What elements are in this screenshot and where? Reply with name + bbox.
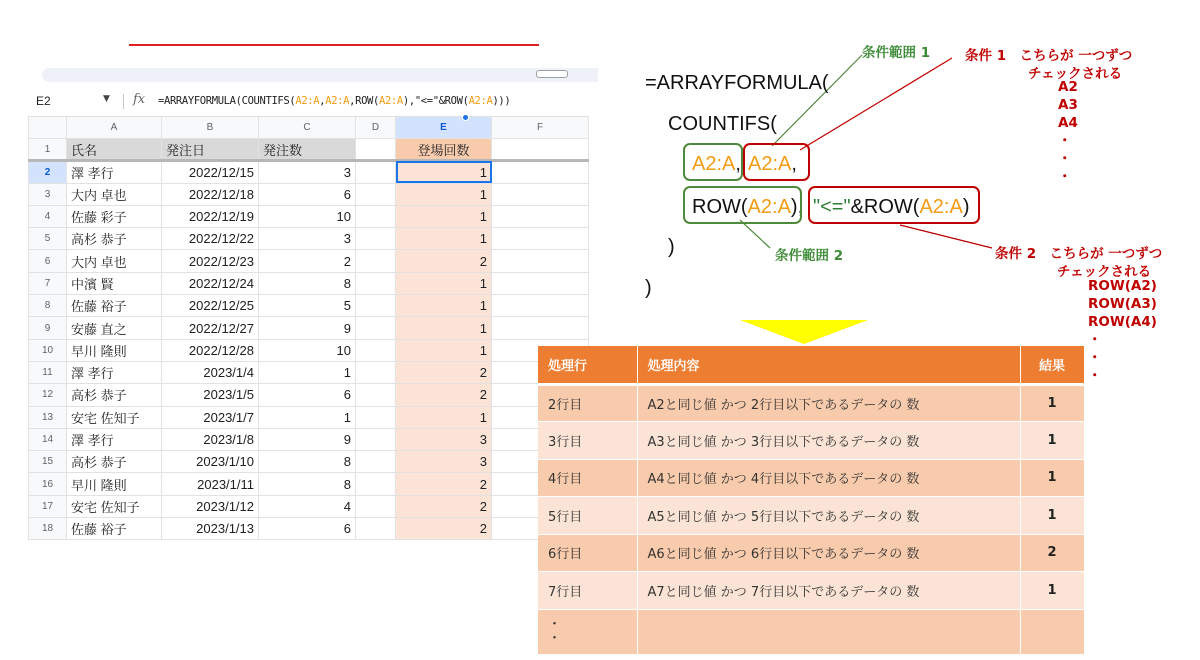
table-row — [538, 459, 1084, 497]
row-header[interactable]: 15 — [29, 451, 67, 473]
formula-token: , — [319, 95, 326, 107]
cell-name[interactable]: 大内 卓也 — [67, 250, 162, 272]
process-table — [538, 346, 1085, 655]
cell-qty[interactable]: 8 — [259, 473, 356, 495]
row-header[interactable]: 10 — [29, 339, 67, 361]
row-header[interactable]: 8 — [29, 295, 67, 317]
cell-row-label: 5行目 — [538, 497, 637, 535]
cell-count[interactable]: 2 — [396, 495, 492, 517]
formula-token: A2:A — [325, 95, 350, 107]
cell-name[interactable]: 安宅 佐知子 — [67, 406, 162, 428]
row-header[interactable]: 17 — [29, 495, 67, 517]
cell-row-label: 2行目 — [538, 384, 637, 422]
cell-date[interactable]: 2023/1/4 — [162, 361, 259, 383]
cell-date[interactable]: 2023/1/11 — [162, 473, 259, 495]
cell-count[interactable]: 3 — [396, 428, 492, 450]
row-header[interactable]: 13 — [29, 406, 67, 428]
cell-count[interactable]: 2 — [396, 473, 492, 495]
cell-count[interactable]: 1 — [396, 317, 492, 339]
row-header[interactable]: 5 — [29, 228, 67, 250]
condition-item: ROW(A2) — [1088, 278, 1157, 294]
cell-count[interactable]: 1 — [396, 228, 492, 250]
cell-date[interactable]: 2022/12/19 — [162, 205, 259, 227]
label-cond2-title: 条件 2 こちらが 一つずつ — [995, 246, 1163, 262]
cond1-items — [1058, 78, 1078, 186]
table-row — [538, 497, 1084, 535]
process-table-header — [538, 346, 1084, 384]
cell-count[interactable]: 1 — [396, 183, 492, 205]
formula-token: A2:A — [468, 95, 493, 107]
range2-text: ROW(A2:A), — [692, 196, 804, 218]
down-arrow-icon — [740, 320, 868, 344]
label-cond1-title: 条件 1 こちらが 一つずつ — [965, 48, 1133, 64]
ellipsis-empty-cell — [637, 609, 1020, 654]
header-desc: 処理内容 — [637, 346, 1020, 384]
label-cond1-sub: チェックされる — [1028, 66, 1123, 82]
cell-qty[interactable]: 3 — [259, 161, 356, 183]
table-row-ellipsis — [538, 609, 1084, 654]
cell-date[interactable]: 2022/12/22 — [162, 228, 259, 250]
row-header[interactable]: 14 — [29, 428, 67, 450]
criteria2-box — [808, 186, 980, 224]
condition-item: ROW(A4) — [1088, 314, 1157, 330]
label-range1: 条件範囲 1 — [862, 45, 931, 61]
cell-result: 1 — [1020, 497, 1084, 535]
row-header[interactable]: 9 — [29, 317, 67, 339]
cell-date[interactable]: 2022/12/25 — [162, 295, 259, 317]
cell-result: 2 — [1020, 534, 1084, 572]
column-header-c[interactable]: C — [259, 117, 356, 139]
cell-description: A5と同じ値 かつ 5行目以下であるデータの 数 — [637, 497, 1020, 535]
cell-row-label: 3行目 — [538, 422, 637, 460]
cell-description: A3と同じ値 かつ 3行目以下であるデータの 数 — [637, 422, 1020, 460]
cell-count[interactable]: 3 — [396, 451, 492, 473]
cell-description: A7と同じ値 かつ 7行目以下であるデータの 数 — [637, 572, 1020, 610]
cell-date[interactable]: 2023/1/13 — [162, 518, 259, 540]
cell-qty[interactable]: 8 — [259, 451, 356, 473]
column-header-e[interactable]: E — [396, 117, 492, 139]
row-header[interactable]: 18 — [29, 518, 67, 540]
cell-result: 1 — [1020, 572, 1084, 610]
cell-count[interactable]: 1 — [396, 205, 492, 227]
row-header[interactable]: 2 — [29, 161, 67, 183]
label-range2: 条件範囲 2 — [775, 248, 844, 264]
cell-header-date[interactable]: 発注日 — [162, 139, 259, 161]
column-header-b[interactable]: B — [162, 117, 259, 139]
condition-item: ・ — [1058, 169, 1072, 185]
cell-qty[interactable]: 10 — [259, 339, 356, 361]
cell-name[interactable]: 早川 隆則 — [67, 473, 162, 495]
fx-icon: fx — [133, 92, 146, 107]
cell-date[interactable]: 2022/12/15 — [162, 161, 259, 183]
row-header[interactable]: 4 — [29, 205, 67, 227]
cell-name[interactable]: 佐藤 裕子 — [67, 295, 162, 317]
row-header[interactable]: 16 — [29, 473, 67, 495]
formula-line-arrayformula: =ARRAYFORMULA( — [645, 72, 829, 94]
header-row: 処理行 — [538, 346, 637, 384]
cell-qty[interactable]: 3 — [259, 228, 356, 250]
condition-item: ・ — [1088, 350, 1102, 366]
cell-date[interactable]: 2023/1/10 — [162, 451, 259, 473]
cell-name[interactable]: 澤 孝行 — [67, 428, 162, 450]
cell-result: 1 — [1020, 384, 1084, 422]
ellipsis-dot: ・ — [548, 616, 562, 632]
cell-qty[interactable]: 8 — [259, 272, 356, 294]
condition-item: ・ — [1058, 133, 1072, 149]
cell-name[interactable]: 高杉 恭子 — [67, 451, 162, 473]
formula-token: =ARRAYFORMULA(COUNTIFS( — [158, 95, 296, 107]
name-box-dropdown-icon[interactable]: ▼ — [103, 94, 110, 104]
range2-box — [683, 186, 802, 224]
cell-description: A4と同じ値 かつ 4行目以下であるデータの 数 — [637, 459, 1020, 497]
cell-row-label: 4行目 — [538, 459, 637, 497]
row-header[interactable]: 11 — [29, 361, 67, 383]
cell-date[interactable]: 2023/1/12 — [162, 495, 259, 517]
cell-date[interactable]: 2022/12/23 — [162, 250, 259, 272]
condition-item: ・ — [1088, 368, 1102, 384]
condition-item: ・ — [1088, 332, 1102, 348]
range2-connector — [740, 220, 770, 248]
cell-description: A6と同じ値 かつ 6行目以下であるデータの 数 — [637, 534, 1020, 572]
row-header[interactable]: 6 — [29, 250, 67, 272]
cell-result: 1 — [1020, 422, 1084, 460]
name-box[interactable]: E2 — [36, 94, 51, 108]
cell-count[interactable]: 2 — [396, 518, 492, 540]
column-header-a[interactable]: A — [67, 117, 162, 139]
criteria1-box — [743, 143, 810, 181]
cell-name[interactable]: 早川 隆則 — [67, 339, 162, 361]
table-row — [538, 534, 1084, 572]
row-header[interactable]: 3 — [29, 183, 67, 205]
cell-qty[interactable]: 4 — [259, 495, 356, 517]
cell-name[interactable]: 高杉 恭子 — [67, 384, 162, 406]
range1-box — [683, 143, 743, 181]
cell-name[interactable]: 大内 卓也 — [67, 183, 162, 205]
cell-header-name[interactable]: 氏名 — [67, 139, 162, 161]
column-header-f[interactable]: F — [492, 117, 589, 139]
cell-qty[interactable]: 6 — [259, 384, 356, 406]
table-row — [538, 572, 1084, 610]
criteria2-text: "<="&ROW(A2:A) — [813, 196, 970, 218]
cell-date[interactable]: 2022/12/27 — [162, 317, 259, 339]
formula-token: A2:A — [378, 95, 403, 107]
ellipsis-dot: ・ — [548, 630, 562, 646]
close-inner-paren: ) — [668, 236, 675, 258]
cell-count[interactable]: 1 — [396, 272, 492, 294]
label-cond2-sub: チェックされる — [1057, 264, 1152, 280]
cell-qty[interactable]: 9 — [259, 317, 356, 339]
cell-date[interactable]: 2022/12/18 — [162, 183, 259, 205]
cell-count[interactable]: 1 — [396, 339, 492, 361]
cell-count[interactable]: 1 — [396, 295, 492, 317]
cell-description: A2と同じ値 かつ 2行目以下であるデータの 数 — [637, 384, 1020, 422]
cell-name[interactable]: 佐藤 裕子 — [67, 518, 162, 540]
cell-qty[interactable]: 6 — [259, 518, 356, 540]
cell-row-label: 6行目 — [538, 534, 637, 572]
cell-name[interactable]: 安藤 直之 — [67, 317, 162, 339]
cell-name[interactable]: 澤 孝行 — [67, 161, 162, 183]
row-header[interactable]: 1 — [29, 139, 67, 161]
close-outer-paren: ) — [645, 277, 652, 299]
cell-qty[interactable]: 1 — [259, 406, 356, 428]
cell-name[interactable]: 安宅 佐知子 — [67, 495, 162, 517]
cell-header-count[interactable]: 登場回数 — [396, 139, 492, 161]
cell-qty[interactable]: 10 — [259, 205, 356, 227]
cell-row-label: 7行目 — [538, 572, 637, 610]
cell-name[interactable]: 澤 孝行 — [67, 361, 162, 383]
cell-count[interactable]: 2 — [396, 250, 492, 272]
cell-count[interactable]: 1 — [396, 161, 492, 183]
cell-qty[interactable]: 9 — [259, 428, 356, 450]
cell-result: 1 — [1020, 459, 1084, 497]
range1-connector — [772, 55, 862, 146]
cell-name[interactable]: 高杉 恭子 — [67, 228, 162, 250]
column-header-d[interactable]: D — [356, 117, 396, 139]
cell-date[interactable]: 2023/1/8 — [162, 428, 259, 450]
header-result: 結果 — [1020, 346, 1084, 384]
cell-date[interactable]: 2022/12/28 — [162, 339, 259, 361]
cell-qty[interactable]: 1 — [259, 361, 356, 383]
cell-name[interactable]: 中濱 賢 — [67, 272, 162, 294]
formula-line-countifs: COUNTIFS( — [668, 113, 777, 135]
ellipsis-empty-cell — [1020, 609, 1084, 654]
condition-item: ROW(A3) — [1088, 296, 1157, 312]
cell-name[interactable]: 佐藤 彩子 — [67, 205, 162, 227]
table-row — [538, 422, 1084, 460]
formula-token: A2:A — [295, 95, 320, 107]
cell-date[interactable]: 2023/1/5 — [162, 384, 259, 406]
cell-qty[interactable]: 6 — [259, 183, 356, 205]
cell-date[interactable]: 2023/1/7 — [162, 406, 259, 428]
condition-item: A2 — [1058, 79, 1078, 95]
cell-count[interactable]: 1 — [396, 406, 492, 428]
cell-qty[interactable]: 2 — [259, 250, 356, 272]
table-row — [538, 384, 1084, 422]
range1-text: A2:A, — [692, 153, 741, 175]
cell-date[interactable]: 2022/12/24 — [162, 272, 259, 294]
row-header[interactable]: 7 — [29, 272, 67, 294]
formula-token: ),"<="&ROW( — [402, 95, 469, 107]
cond2-connector — [900, 225, 992, 248]
cell-header-qty[interactable]: 発注数 — [259, 139, 356, 161]
condition-item: ・ — [1058, 151, 1072, 167]
row-header[interactable]: 12 — [29, 384, 67, 406]
cond2-items — [1088, 277, 1157, 385]
formula-token: ))) — [492, 95, 511, 107]
cell-count[interactable]: 2 — [396, 361, 492, 383]
cell-count[interactable]: 2 — [396, 384, 492, 406]
formula-token: ,ROW( — [349, 95, 379, 107]
condition-item: A3 — [1058, 97, 1078, 113]
ellipsis-cell — [538, 609, 637, 654]
cell-qty[interactable]: 5 — [259, 295, 356, 317]
condition-item: A4 — [1058, 115, 1078, 131]
criteria1-text: A2:A, — [748, 153, 797, 175]
